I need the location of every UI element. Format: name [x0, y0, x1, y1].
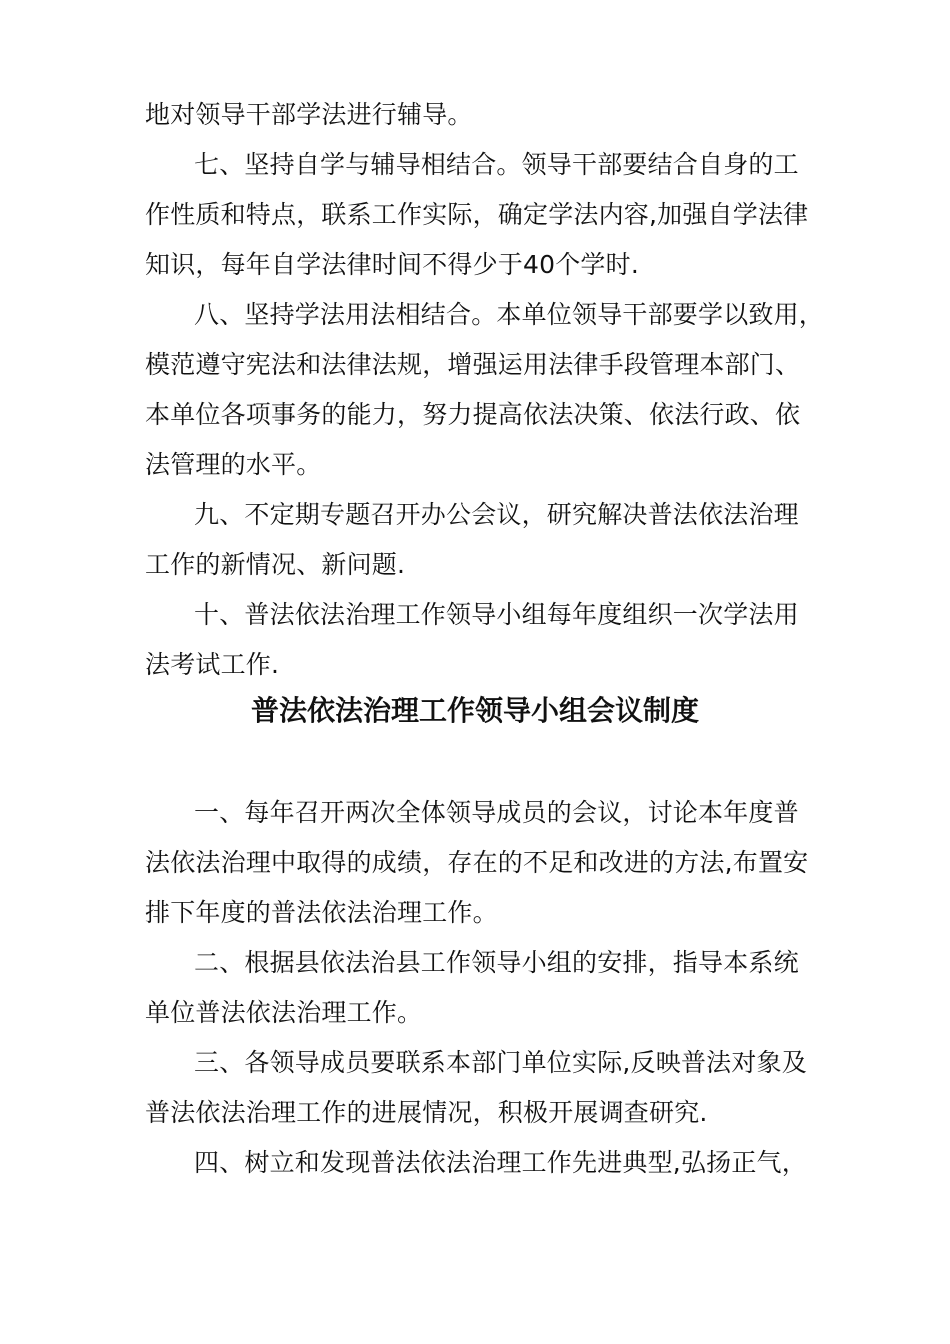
paragraph-line: 作性质和特点，联系工作实际，确定学法内容,加强自学法律 [145, 200, 809, 229]
paragraph-line: 一、每年召开两次全体领导成员的会议，讨论本年度普 [194, 798, 799, 827]
paragraph-line: 知识，每年自学法律时间不得少于40个学时. [145, 250, 639, 279]
paragraph-line: 地对领导干部学法进行辅导。 [145, 100, 473, 129]
paragraph-line: 十、普法依法治理工作领导小组每年度组织一次学法用 [194, 600, 799, 629]
paragraph-line: 单位普法依法治理工作。 [145, 998, 423, 1027]
paragraph-line: 三、各领导成员要联系本部门单位实际,反映普法对象及 [194, 1048, 807, 1077]
paragraph-line: 八、坚持学法用法相结合。本单位领导干部要学以致用， [194, 300, 825, 329]
paragraph-line: 法管理的水平。 [145, 450, 322, 479]
paragraph-line: 排下年度的普法依法治理工作。 [145, 898, 498, 927]
paragraph-line: 法考试工作. [145, 650, 280, 679]
paragraph-line: 法依法治理中取得的成绩，存在的不足和改进的方法,布置安 [145, 848, 809, 877]
paragraph-line: 二、根据县依法治县工作领导小组的安排，指导本系统 [194, 948, 799, 977]
paragraph-line: 本单位各项事务的能力，努力提高依法决策、依法行政、依 [145, 400, 801, 429]
paragraph-line: 四、树立和发现普法依法治理工作先进典型,弘扬正气， [194, 1148, 807, 1177]
paragraph-line: 九、不定期专题召开办公会议，研究解决普法依法治理 [194, 500, 799, 529]
paragraph-line: 普法依法治理工作的进展情况，积极开展调查研究. [145, 1098, 708, 1127]
section-title: 普法依法治理工作领导小组会议制度 [250, 694, 699, 727]
paragraph-line: 工作的新情况、新问题. [145, 550, 406, 579]
paragraph-line: 模范遵守宪法和法律法规，增强运用法律手段管理本部门、 [145, 350, 801, 379]
paragraph-line: 七、坚持自学与辅导相结合。领导干部要结合自身的工 [194, 150, 799, 179]
